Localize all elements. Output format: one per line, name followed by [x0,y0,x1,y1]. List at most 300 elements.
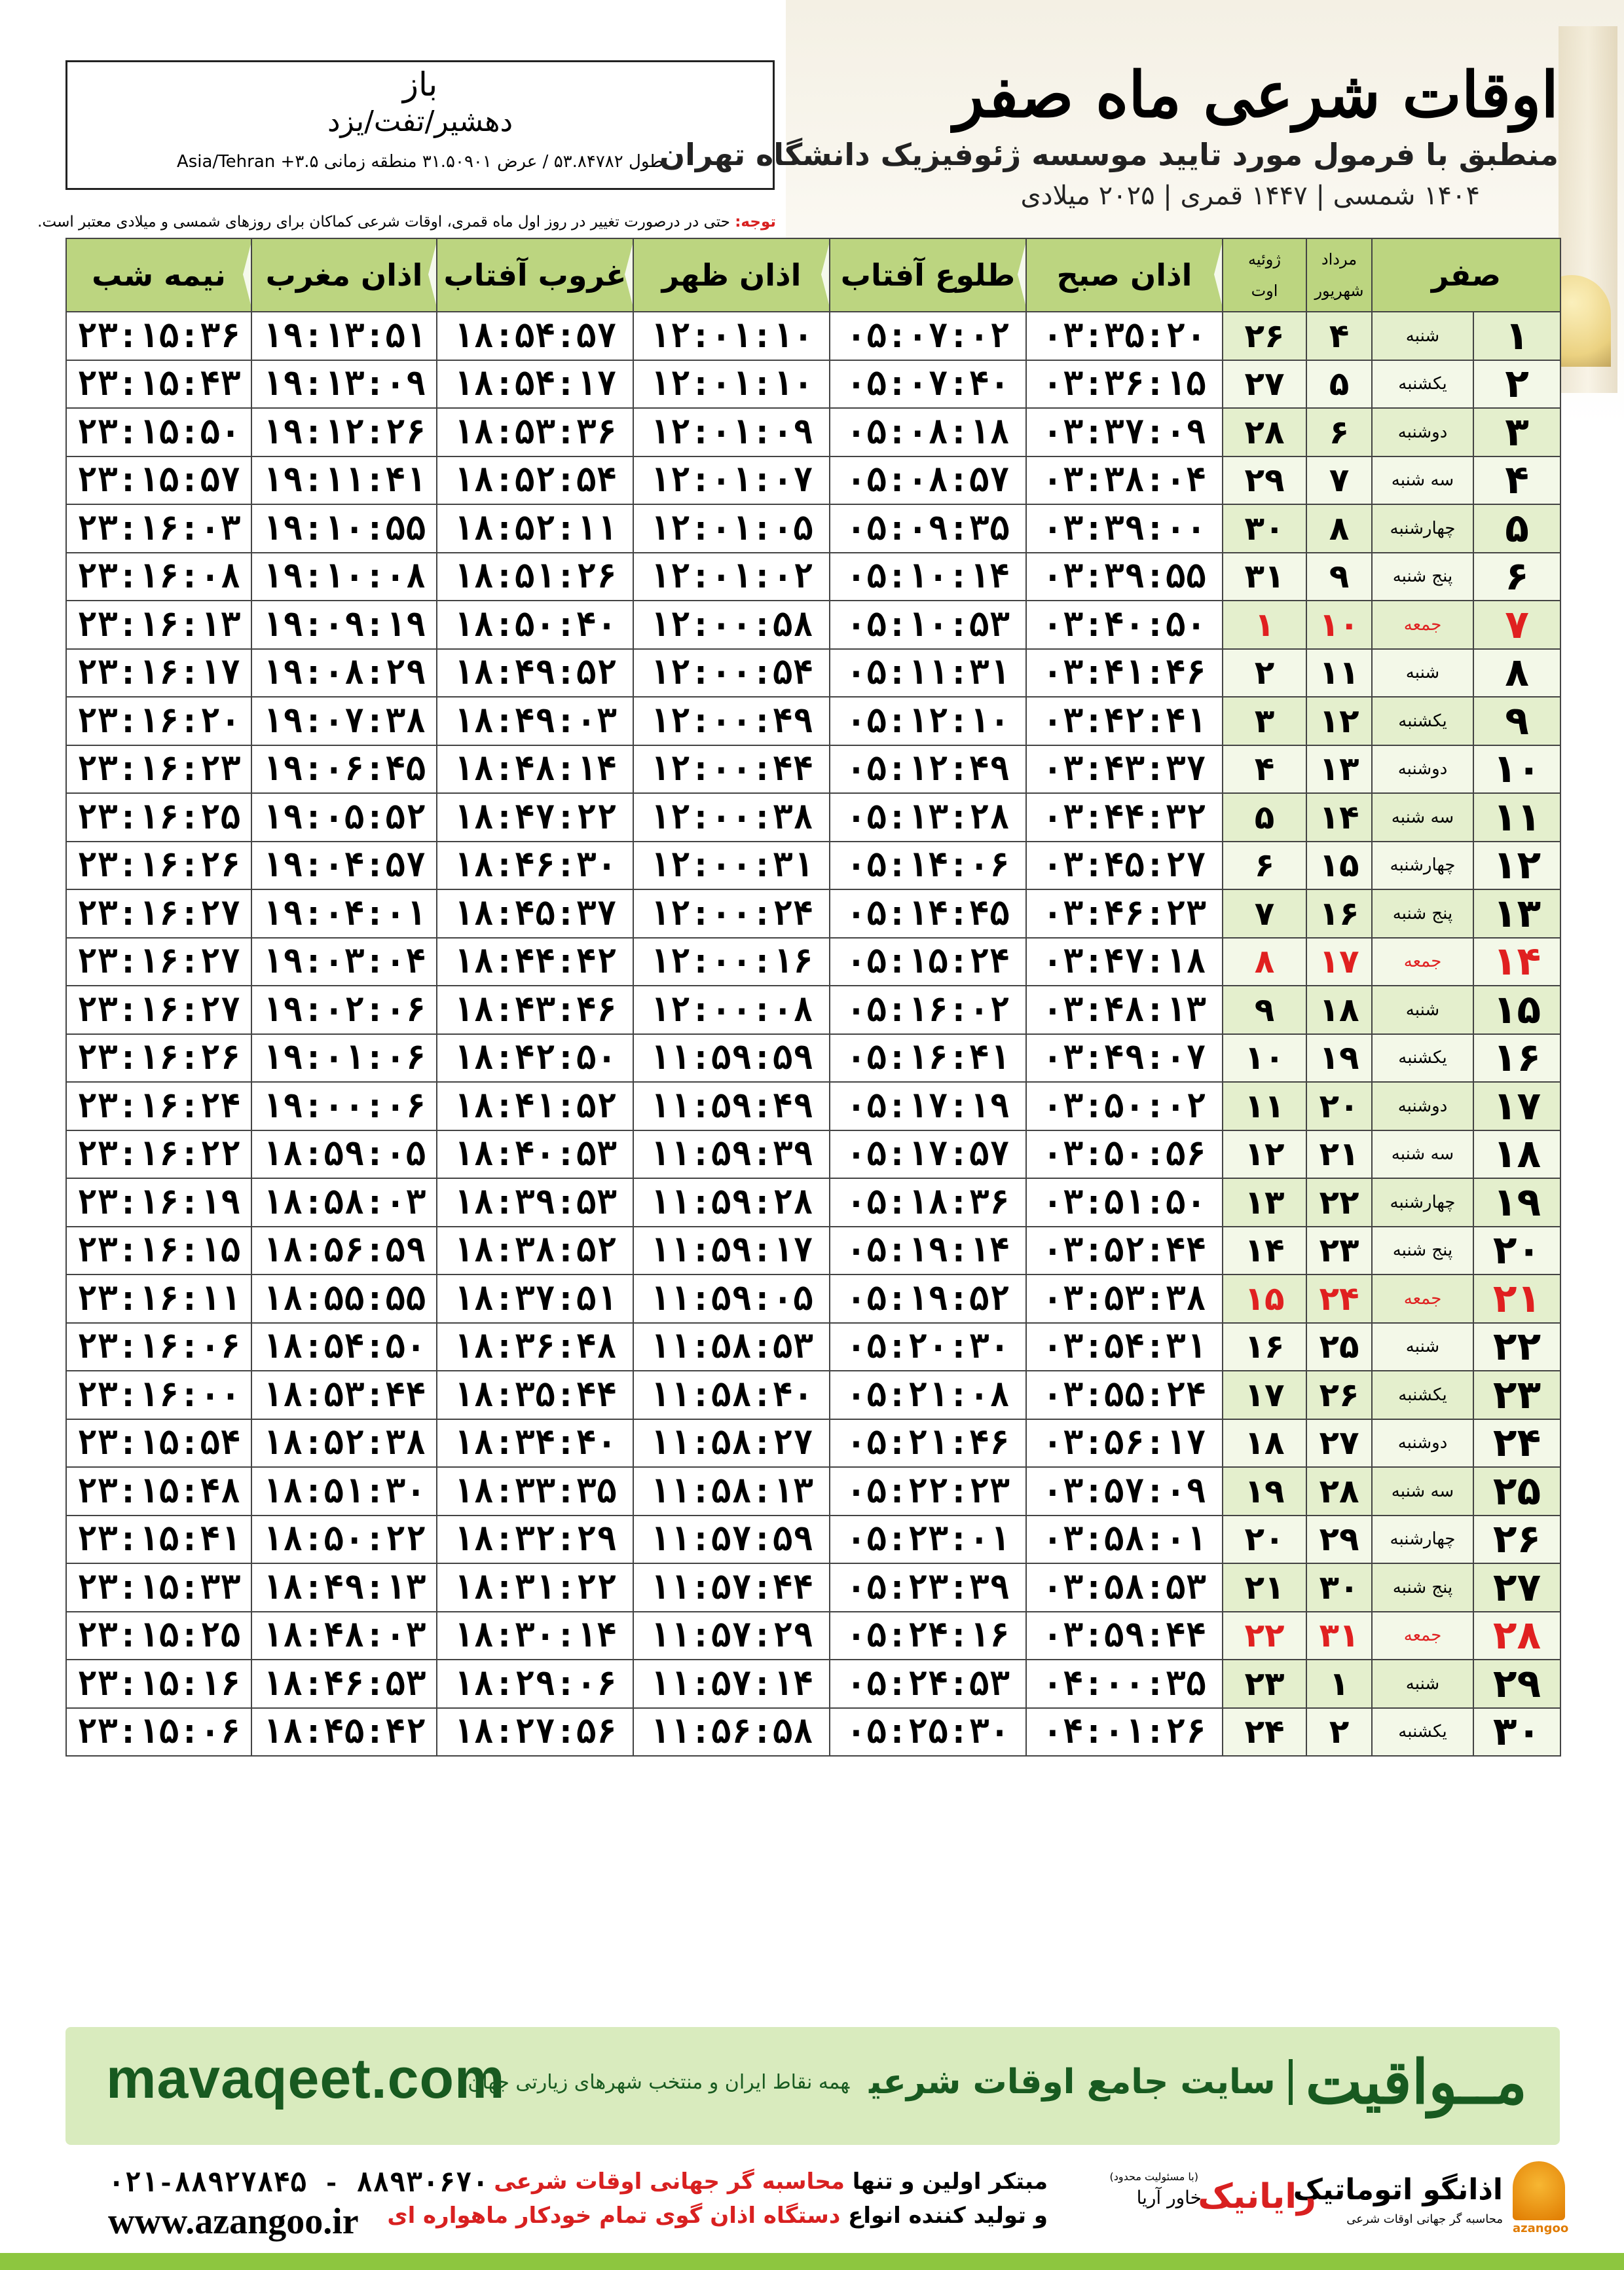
table-row [66,1130,1560,1179]
shamsi-day-cell: ۱۹ [1306,1034,1372,1083]
sunset-cell: ۱۸:۵۴:۱۷ [437,360,633,409]
sunrise-cell: ۰۵:۲۰:۳۰ [830,1323,1026,1371]
sunrise-cell: ۰۵:۱۹:۵۲ [830,1275,1026,1323]
fajr-cell: ۰۳:۴۸:۱۳ [1026,986,1223,1034]
location-name: باز [402,65,438,103]
weekday-cell: شنبه [1372,1660,1473,1708]
sunset-cell: ۱۸:۳۰:۱۴ [437,1612,633,1660]
month-day-cell: ۲۰ [1473,1227,1560,1275]
pitch-2a: و تولید کننده انواع [840,2203,1048,2229]
table-row [66,1612,1560,1660]
maghrib-cell: ۱۹:۱۳:۰۹ [251,360,437,409]
weekday-cell: یکشنبه [1372,1371,1473,1419]
sunrise-cell: ۰۵:۰۸:۵۷ [830,456,1026,505]
azangoo-logo-title: اذانگو اتوماتیک [1293,2173,1503,2206]
maghrib-cell: ۱۸:۵۶:۵۹ [251,1227,437,1275]
col-shamsi-top: مرداد [1321,250,1357,269]
sunset-cell: ۱۸:۵۳:۳۶ [437,408,633,456]
midnight-cell: ۲۳:۱۶:۰۳ [66,504,251,553]
table-row [66,1516,1560,1564]
shamsi-day-cell: ۱۸ [1306,986,1372,1034]
sunrise-cell: ۰۵:۱۸:۳۶ [830,1178,1026,1227]
sunset-cell: ۱۸:۴۱:۵۲ [437,1082,633,1130]
month-day-cell: ۲۷ [1473,1563,1560,1612]
dhuhr-cell: ۱۱:۵۷:۱۴ [633,1660,830,1708]
shamsi-day-cell: ۷ [1306,456,1372,505]
weekday-cell: یکشنبه [1372,1708,1473,1757]
maghrib-cell: ۱۸:۴۸:۰۳ [251,1612,437,1660]
maghrib-cell: ۱۸:۵۱:۳۰ [251,1467,437,1516]
weekday-cell: جمعه [1372,938,1473,986]
miladi-day-cell: ۲۰ [1223,1516,1306,1564]
table-row [66,1178,1560,1227]
shamsi-day-cell: ۱۳ [1306,745,1372,794]
fajr-cell: ۰۳:۵۹:۴۴ [1026,1612,1223,1660]
table-row [66,1323,1560,1371]
azangoo-logo-sub: محاسبه گر جهانی اوقات شرعی [1346,2212,1503,2226]
maghrib-cell: ۱۹:۱۱:۴۱ [251,456,437,505]
fajr-cell: ۰۳:۵۰:۰۲ [1026,1082,1223,1130]
sunrise-cell: ۰۵:۱۱:۳۱ [830,649,1026,698]
sunset-cell: ۱۸:۲۹:۰۶ [437,1660,633,1708]
shamsi-day-cell: ۸ [1306,504,1372,553]
col-sunrise: طلوع آفتاب [830,238,1026,312]
maghrib-cell: ۱۹:۰۰:۰۶ [251,1082,437,1130]
sunrise-cell: ۰۵:۱۴:۴۵ [830,889,1026,938]
miladi-day-cell: ۱۹ [1223,1467,1306,1516]
weekday-cell: چهارشنبه [1372,504,1473,553]
midnight-cell: ۲۳:۱۵:۵۴ [66,1419,251,1468]
weekday-cell: پنج شنبه [1372,889,1473,938]
midnight-cell: ۲۳:۱۵:۳۶ [66,312,251,360]
midnight-cell: ۲۳:۱۶:۲۲ [66,1130,251,1179]
shamsi-day-cell: ۴ [1306,312,1372,360]
dhuhr-cell: ۱۲:۰۱:۰۵ [633,504,830,553]
sunset-cell: ۱۸:۴۵:۳۷ [437,889,633,938]
table-row [66,408,1560,456]
midnight-cell: ۲۳:۱۶:۲۷ [66,986,251,1034]
rayanic-logo [1198,2177,1316,2216]
miladi-day-cell: ۱ [1223,601,1306,649]
month-day-cell: ۱۵ [1473,986,1560,1034]
col-miladi-top: ژوئیه [1248,250,1281,269]
weekday-cell: سه شنبه [1372,456,1473,505]
brand-block [468,2047,1527,2117]
midnight-cell: ۲۳:۱۶:۲۷ [66,938,251,986]
shamsi-day-cell: ۹ [1306,553,1372,601]
fajr-cell: ۰۳:۳۹:۰۰ [1026,504,1223,553]
weekday-cell: جمعه [1372,1275,1473,1323]
sunrise-cell: ۰۵:۰۷:۰۲ [830,312,1026,360]
dhuhr-cell: ۱۱:۵۹:۳۹ [633,1130,830,1179]
midnight-cell: ۲۳:۱۶:۲۴ [66,1082,251,1130]
sunset-cell: ۱۸:۴۶:۳۰ [437,842,633,890]
maghrib-cell: ۱۹:۰۳:۰۴ [251,938,437,986]
azangoo-url[interactable]: www.azangoo.ir [108,2201,359,2242]
maghrib-cell: ۱۹:۰۵:۵۲ [251,793,437,842]
rayanic-logo-sub: خاور آریا [1136,2187,1202,2208]
weekday-cell: پنج شنبه [1372,1563,1473,1612]
midnight-cell: ۲۳:۱۶:۲۶ [66,842,251,890]
phone-numbers: ۰۲۱-۸۸۹۲۷۸۴۵ - ۸۸۹۳۰۶۷۰ [108,2168,489,2200]
table-row [66,504,1560,553]
sunset-cell: ۱۸:۵۱:۲۶ [437,553,633,601]
site-url[interactable]: mavaqeet.com [106,2047,506,2110]
sunset-cell: ۱۸:۴۸:۱۴ [437,745,633,794]
table-row [66,1227,1560,1275]
miladi-day-cell: ۱۰ [1223,1034,1306,1083]
miladi-day-cell: ۲۱ [1223,1563,1306,1612]
weekday-cell: چهارشنبه [1372,1516,1473,1564]
table-row [66,938,1560,986]
weekday-cell: سه شنبه [1372,793,1473,842]
sunset-cell: ۱۸:۳۲:۲۹ [437,1516,633,1564]
shamsi-day-cell: ۲۹ [1306,1516,1372,1564]
maghrib-cell: ۱۸:۵۵:۵۵ [251,1275,437,1323]
dhuhr-cell: ۱۲:۰۰:۴۹ [633,697,830,745]
miladi-day-cell: ۲۶ [1223,312,1306,360]
sunrise-cell: ۰۵:۱۲:۱۰ [830,697,1026,745]
weekday-cell: پنج شنبه [1372,553,1473,601]
sunset-cell: ۱۸:۵۴:۵۷ [437,312,633,360]
dhuhr-cell: ۱۲:۰۰:۱۶ [633,938,830,986]
dhuhr-cell: ۱۲:۰۱:۰۷ [633,456,830,505]
col-miladi-bottom: اوت [1251,282,1278,300]
sunset-cell: ۱۸:۴۳:۴۶ [437,986,633,1034]
sunrise-cell: ۰۵:۲۴:۱۶ [830,1612,1026,1660]
dhuhr-cell: ۱۲:۰۰:۴۴ [633,745,830,794]
location-coords: طول ۵۳.۸۴۷۸۲ / عرض ۳۱.۵۰۹۰۱ منطقه زمانی ۳.۵+ Asia/Tehran [176,152,664,172]
dhuhr-cell: ۱۲:۰۰:۳۱ [633,842,830,890]
sunset-cell: ۱۸:۳۳:۳۵ [437,1467,633,1516]
midnight-cell: ۲۳:۱۶:۲۰ [66,697,251,745]
maghrib-cell: ۱۹:۰۸:۲۹ [251,649,437,698]
table-row [66,1082,1560,1130]
table-row [66,793,1560,842]
table-row [66,697,1560,745]
shamsi-day-cell: ۳۰ [1306,1563,1372,1612]
weekday-cell: شنبه [1372,986,1473,1034]
prayer-times-table [65,238,1561,1757]
azangoo-logo-icon [1513,2161,1565,2220]
fajr-cell: ۰۳:۴۴:۳۲ [1026,793,1223,842]
miladi-day-cell: ۳۰ [1223,504,1306,553]
fajr-cell: ۰۳:۴۵:۲۷ [1026,842,1223,890]
dhuhr-cell: ۱۲:۰۱:۱۰ [633,360,830,409]
note [37,211,776,233]
page-title: اوقات شرعی ماه صفر [953,58,1559,132]
pitch-text [387,2165,1048,2233]
col-maghrib: اذان مغرب [251,238,437,312]
miladi-day-cell: ۲۹ [1223,456,1306,505]
miladi-day-cell: ۲۷ [1223,360,1306,409]
midnight-cell: ۲۳:۱۶:۱۵ [66,1227,251,1275]
dhuhr-cell: ۱۲:۰۰:۵۸ [633,601,830,649]
sunrise-cell: ۰۵:۱۷:۱۹ [830,1082,1026,1130]
fajr-cell: ۰۳:۵۷:۰۹ [1026,1467,1223,1516]
maghrib-cell: ۱۹:۱۲:۲۶ [251,408,437,456]
table-row [66,360,1560,409]
sunset-cell: ۱۸:۴۹:۵۲ [437,649,633,698]
table-row [66,649,1560,698]
maghrib-cell: ۱۹:۱۰:۰۸ [251,553,437,601]
miladi-day-cell: ۴ [1223,745,1306,794]
pitch-1a: مبتکر اولین و تنها [844,2168,1048,2195]
sunset-cell: ۱۸:۳۵:۴۴ [437,1371,633,1419]
page-subtitle: منطبق با فرمول مورد تایید موسسه ژئوفیزیک دانشگاه تهران [659,137,1559,172]
month-day-cell: ۲۴ [1473,1419,1560,1468]
table-row [66,1419,1560,1468]
month-day-cell: ۱۶ [1473,1034,1560,1083]
brand-slogan: سایت جامع اوقات شرعی [869,2062,1276,2102]
month-day-cell: ۱۲ [1473,842,1560,890]
midnight-cell: ۲۳:۱۶:۱۷ [66,649,251,698]
fajr-cell: ۰۳:۴۰:۵۰ [1026,601,1223,649]
maghrib-cell: ۱۹:۰۴:۰۱ [251,889,437,938]
fajr-cell: ۰۴:۰۰:۳۵ [1026,1660,1223,1708]
fajr-cell: ۰۳:۳۵:۲۰ [1026,312,1223,360]
weekday-cell: چهارشنبه [1372,1178,1473,1227]
pitch-line-2 [387,2199,1048,2233]
weekday-cell: دوشنبه [1372,1419,1473,1468]
sunset-cell: ۱۸:۵۲:۱۱ [437,504,633,553]
shamsi-day-cell: ۲ [1306,1708,1372,1757]
table-row [66,1034,1560,1083]
dhuhr-cell: ۱۲:۰۰:۰۸ [633,986,830,1034]
brand-divider [1289,2059,1293,2105]
midnight-cell: ۲۳:۱۶:۲۵ [66,793,251,842]
shamsi-day-cell: ۱۴ [1306,793,1372,842]
sunrise-cell: ۰۵:۲۱:۴۶ [830,1419,1026,1468]
col-dhuhr: اذان ظهر [633,238,830,312]
shamsi-day-cell: ۱۰ [1306,601,1372,649]
dhuhr-cell: ۱۱:۵۹:۲۸ [633,1178,830,1227]
dhuhr-cell: ۱۱:۵۹:۱۷ [633,1227,830,1275]
sunrise-cell: ۰۵:۲۵:۳۰ [830,1708,1026,1757]
fajr-cell: ۰۳:۴۹:۰۷ [1026,1034,1223,1083]
miladi-day-cell: ۱۷ [1223,1371,1306,1419]
shamsi-day-cell: ۵ [1306,360,1372,409]
table-body [66,312,1560,1756]
sunset-cell: ۱۸:۳۹:۵۳ [437,1178,633,1227]
month-day-cell: ۴ [1473,456,1560,505]
midnight-cell: ۲۳:۱۶:۲۳ [66,745,251,794]
miladi-day-cell: ۷ [1223,889,1306,938]
dhuhr-cell: ۱۲:۰۱:۰۹ [633,408,830,456]
maghrib-cell: ۱۹:۰۱:۰۶ [251,1034,437,1083]
shamsi-day-cell: ۲۷ [1306,1419,1372,1468]
miladi-day-cell: ۹ [1223,986,1306,1034]
dhuhr-cell: ۱۱:۵۸:۲۷ [633,1419,830,1468]
weekday-cell: شنبه [1372,1323,1473,1371]
partner-logos [1107,2161,1569,2240]
table-row [66,1563,1560,1612]
miladi-day-cell: ۳ [1223,697,1306,745]
pitch-2b: دستگاه اذان گوی تمام خودکار ماهواره ای [387,2203,841,2229]
year-line: ۱۴۰۴ شمسی | ۱۴۴۷ قمری | ۲۰۲۵ میلادی [1020,181,1480,211]
sunrise-cell: ۰۵:۰۹:۳۵ [830,504,1026,553]
sunrise-cell: ۰۵:۱۶:۴۱ [830,1034,1026,1083]
shamsi-day-cell: ۲۶ [1306,1371,1372,1419]
table-row [66,745,1560,794]
dhuhr-cell: ۱۱:۵۹:۰۵ [633,1275,830,1323]
shamsi-day-cell: ۲۳ [1306,1227,1372,1275]
fajr-cell: ۰۳:۴۳:۳۷ [1026,745,1223,794]
pitch-line-1 [458,2165,1048,2199]
fajr-cell: ۰۳:۵۱:۵۰ [1026,1178,1223,1227]
miladi-day-cell: ۱۴ [1223,1227,1306,1275]
shamsi-day-cell: ۲۰ [1306,1082,1372,1130]
midnight-cell: ۲۳:۱۶:۰۰ [66,1371,251,1419]
page-header [659,58,1559,216]
col-miladi [1223,238,1306,312]
fajr-cell: ۰۳:۴۷:۱۸ [1026,938,1223,986]
fajr-cell: ۰۳:۳۷:۰۹ [1026,408,1223,456]
sunrise-cell: ۰۵:۱۷:۵۷ [830,1130,1026,1179]
table-row [66,986,1560,1034]
brand-sub: همه نقاط ایران و منتخب شهرهای زیارتی جهان [468,2070,850,2094]
month-day-cell: ۲۱ [1473,1275,1560,1323]
sunset-cell: ۱۸:۵۲:۵۴ [437,456,633,505]
dhuhr-cell: ۱۱:۵۸:۵۳ [633,1323,830,1371]
weekday-cell: سه شنبه [1372,1130,1473,1179]
month-day-cell: ۲۶ [1473,1516,1560,1564]
miladi-day-cell: ۲۳ [1223,1660,1306,1708]
midnight-cell: ۲۳:۱۶:۱۳ [66,601,251,649]
sunset-cell: ۱۸:۳۸:۵۲ [437,1227,633,1275]
midnight-cell: ۲۳:۱۶:۲۷ [66,889,251,938]
sunset-cell: ۱۸:۳۴:۴۰ [437,1419,633,1468]
weekday-cell: یکشنبه [1372,697,1473,745]
dhuhr-cell: ۱۱:۵۸:۴۰ [633,1371,830,1419]
sunrise-cell: ۰۵:۱۶:۰۲ [830,986,1026,1034]
midnight-cell: ۲۳:۱۶:۲۶ [66,1034,251,1083]
month-day-cell: ۱۰ [1473,745,1560,794]
fajr-cell: ۰۳:۳۹:۵۵ [1026,553,1223,601]
sunrise-cell: ۰۵:۲۳:۳۹ [830,1563,1026,1612]
sunset-cell: ۱۸:۴۰:۵۳ [437,1130,633,1179]
dhuhr-cell: ۱۱:۵۷:۵۹ [633,1516,830,1564]
miladi-day-cell: ۵ [1223,793,1306,842]
note-text: حتی در درصورت تغییر در روز اول ماه قمری، اوقات شرعی کماکان برای روزهای شمسی و میلادی معتبر است. [37,214,730,231]
fajr-cell: ۰۳:۵۰:۵۶ [1026,1130,1223,1179]
month-day-cell: ۷ [1473,601,1560,649]
table-row [66,1708,1560,1757]
weekday-cell: چهارشنبه [1372,842,1473,890]
col-sunset: غروب آفتاب [437,238,633,312]
table-row [66,553,1560,601]
sunrise-cell: ۰۵:۲۳:۰۱ [830,1516,1026,1564]
col-shamsi [1306,238,1372,312]
miladi-day-cell: ۱۲ [1223,1130,1306,1179]
midnight-cell: ۲۳:۱۵:۱۶ [66,1660,251,1708]
midnight-cell: ۲۳:۱۵:۵۷ [66,456,251,505]
maghrib-cell: ۱۸:۵۳:۴۴ [251,1371,437,1419]
dhuhr-cell: ۱۲:۰۰:۳۸ [633,793,830,842]
maghrib-cell: ۱۸:۴۶:۵۳ [251,1660,437,1708]
pitch-1b: محاسبه گر جهانی اوقات شرعی [494,2168,845,2195]
sunrise-cell: ۰۵:۰۸:۱۸ [830,408,1026,456]
fajr-cell: ۰۳:۴۲:۴۱ [1026,697,1223,745]
footer-banner [65,2027,1560,2145]
col-midnight: نیمه شب [66,238,251,312]
sunrise-cell: ۰۵:۱۹:۱۴ [830,1227,1026,1275]
sunset-cell: ۱۸:۴۷:۲۲ [437,793,633,842]
fajr-cell: ۰۳:۵۶:۱۷ [1026,1419,1223,1468]
miladi-day-cell: ۱۸ [1223,1419,1306,1468]
sunrise-cell: ۰۵:۰۷:۴۰ [830,360,1026,409]
miladi-day-cell: ۶ [1223,842,1306,890]
midnight-cell: ۲۳:۱۵:۵۰ [66,408,251,456]
miladi-day-cell: ۱۳ [1223,1178,1306,1227]
dhuhr-cell: ۱۲:۰۰:۲۴ [633,889,830,938]
shamsi-day-cell: ۱۶ [1306,889,1372,938]
maghrib-cell: ۱۸:۵۰:۲۲ [251,1516,437,1564]
month-day-cell: ۱۹ [1473,1178,1560,1227]
location-region: دهشیر/تفت/یزد [327,105,513,138]
table-row [66,1660,1560,1708]
month-day-cell: ۱۸ [1473,1130,1560,1179]
fajr-cell: ۰۴:۰۱:۲۶ [1026,1708,1223,1757]
month-day-cell: ۶ [1473,553,1560,601]
sunrise-cell: ۰۵:۱۴:۰۶ [830,842,1026,890]
table-row [66,1275,1560,1323]
month-day-cell: ۲۸ [1473,1612,1560,1660]
sunrise-cell: ۰۵:۱۰:۵۳ [830,601,1026,649]
month-day-cell: ۲۵ [1473,1467,1560,1516]
rayanic-logo-note: (با مسئولیت محدود) [1109,2170,1198,2183]
table-row [66,889,1560,938]
month-day-cell: ۳۰ [1473,1708,1560,1757]
col-shamsi-bottom: شهریور [1314,282,1364,300]
dhuhr-cell: ۱۱:۵۷:۴۴ [633,1563,830,1612]
maghrib-cell: ۱۸:۵۲:۳۸ [251,1419,437,1468]
maghrib-cell: ۱۹:۰۶:۴۵ [251,745,437,794]
shamsi-day-cell: ۱۲ [1306,697,1372,745]
maghrib-cell: ۱۹:۱۳:۵۱ [251,312,437,360]
miladi-day-cell: ۲۸ [1223,408,1306,456]
weekday-cell: دوشنبه [1372,408,1473,456]
maghrib-cell: ۱۸:۵۹:۰۵ [251,1130,437,1179]
weekday-cell: یکشنبه [1372,360,1473,409]
dhuhr-cell: ۱۲:۰۱:۰۲ [633,553,830,601]
month-day-cell: ۱ [1473,312,1560,360]
month-day-cell: ۱۳ [1473,889,1560,938]
table-row [66,1467,1560,1516]
midnight-cell: ۲۳:۱۵:۴۱ [66,1516,251,1564]
table-row [66,1371,1560,1419]
midnight-cell: ۲۳:۱۶:۱۱ [66,1275,251,1323]
sunset-cell: ۱۸:۴۴:۴۲ [437,938,633,986]
month-day-cell: ۱۱ [1473,793,1560,842]
miladi-day-cell: ۱۱ [1223,1082,1306,1130]
month-day-cell: ۲۳ [1473,1371,1560,1419]
midnight-cell: ۲۳:۱۵:۲۵ [66,1612,251,1660]
table-row [66,456,1560,505]
weekday-cell: سه شنبه [1372,1467,1473,1516]
maghrib-cell: ۱۸:۵۴:۵۰ [251,1323,437,1371]
weekday-cell: دوشنبه [1372,1082,1473,1130]
table-row [66,842,1560,890]
miladi-day-cell: ۳۱ [1223,553,1306,601]
weekday-cell: شنبه [1372,312,1473,360]
fajr-cell: ۰۳:۵۸:۵۳ [1026,1563,1223,1612]
shamsi-day-cell: ۲۲ [1306,1178,1372,1227]
miladi-day-cell: ۲۴ [1223,1708,1306,1757]
fajr-cell: ۰۳:۵۳:۳۸ [1026,1275,1223,1323]
midnight-cell: ۲۳:۱۵:۴۳ [66,360,251,409]
maghrib-cell: ۱۹:۱۰:۵۵ [251,504,437,553]
